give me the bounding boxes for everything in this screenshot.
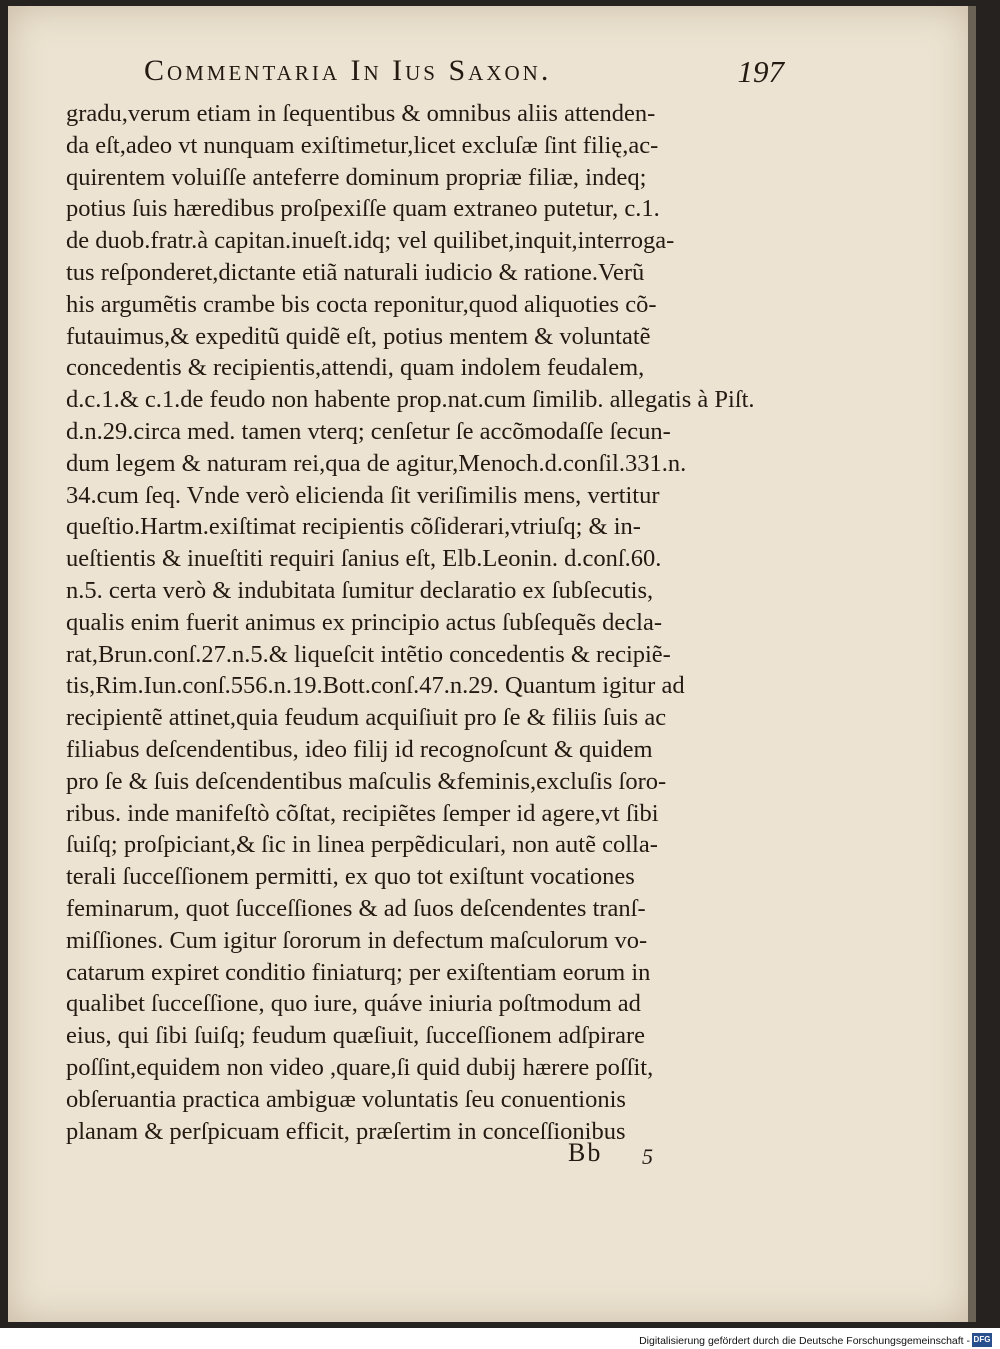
text-line: tis,Rim.Iun.conſ.556.n.19.Bott.conſ.47.n.29. Quantum igitur ad	[66, 672, 685, 700]
text-line: qualis enim fuerit animus ex principio actus ſubſequẽs decla-	[66, 608, 662, 636]
text-line: planam & perſpicuam efficit, præſertim in conceſſionibus	[66, 1117, 626, 1145]
text-line: eius, qui ſibi ſuiſq; feudum quæſiuit, ſucceſſionem adſpirare	[66, 1022, 646, 1050]
page-header	[144, 54, 784, 94]
text-line: catarum expiret conditio finiaturq; per exiſtentiam eorum in	[66, 958, 651, 986]
text-line: da eſt,adeo vt nunquam exiſtimetur,licet excluſæ ſint filię,ac-	[66, 131, 659, 159]
text-line: feminarum, quot ſucceſſiones & ad ſuos deſcendentes tranſ-	[66, 894, 646, 922]
body-text	[66, 98, 786, 1147]
text-line: n.5. certa verò & indubitata ſumitur declaratio ex ſubſecutis,	[66, 576, 654, 604]
page-edge	[968, 6, 976, 1322]
signature-mark: Bb	[568, 1138, 603, 1167]
dfg-credit: Digitalisierung gefördert durch die Deutsche Forschungsgemeinschaft -	[639, 1335, 970, 1347]
text-line: gradu,verum etiam in ſequentibus & omnibus aliis attenden-	[66, 100, 656, 127]
text-line: rat,Brun.conſ.27.n.5.& liqueſcit intẽtio concedentis & recipiẽ-	[66, 640, 671, 668]
text-line: dum legem & naturam rei,qua de agitur,Menoch.d.conſil.331.n.	[66, 449, 687, 477]
text-line: miſſiones. Cum igitur ſororum in defectum maſculorum vo-	[66, 926, 648, 954]
text-line: 34.cum ſeq. Vnde verò elicienda ſit veriſimilis mens, vertitur	[66, 481, 660, 509]
text-line: tus reſponderet,dictante etiã naturali iudicio & ratione.Verũ	[66, 258, 645, 286]
text-line: futauimus,& expeditũ quidẽ eſt, potius mentem & voluntatẽ	[66, 322, 651, 350]
text-line: recipientẽ attinet,quia feudum acquiſiuit pro ſe & filiis ſuis ac	[66, 704, 667, 732]
text-line: potius ſuis hæredibus proſpexiſſe quam extraneo putetur, c.1.	[66, 195, 660, 223]
text-line: ſuiſq; proſpiciant,& ſic in linea perpẽdiculari, non autẽ colla-	[66, 831, 658, 859]
page-number: 197	[737, 54, 784, 89]
running-title: Commentaria In Ius Saxon.	[144, 54, 552, 87]
text-line: obſeruantia practica ambiguæ voluntatis ſeu conuentionis	[66, 1085, 626, 1113]
text-line: qualibet ſucceſſione, quo iure, quáve iniuria poſtmodum ad	[66, 990, 641, 1018]
page-footer	[568, 1138, 788, 1178]
dfg-logo-icon: DFG	[972, 1333, 992, 1347]
text-line: concedentis & recipientis,attendi, quam indolem feudalem,	[66, 354, 645, 382]
text-line: queſtio.Hartm.exiſtimat recipientis cõſiderari,vtriuſq; & in-	[66, 513, 641, 541]
text-line: d.c.1.& c.1.de feudo non habente prop.nat.cum ſimilib. allegatis à Piſt.	[66, 386, 755, 414]
signature-number: 5	[642, 1144, 653, 1169]
text-line: his argumẽtis crambe bis cocta reponitur,quod aliquoties cõ-	[66, 290, 657, 318]
text-line: pro ſe & ſuis deſcendentibus maſculis &feminis,excluſis ſoro-	[66, 767, 667, 795]
book-page	[8, 6, 970, 1322]
text-line: filiabus deſcendentibus, ideo filij id recognoſcunt & quidem	[66, 735, 653, 763]
text-line: d.n.29.circa med. tamen vterq; cenſetur ſe accõmodaſſe ſecun-	[66, 417, 671, 445]
text-line: de duob.fratr.à capitan.inueſt.idq; vel quilibet,inquit,interroga-	[66, 227, 675, 255]
text-line: poſſint,equidem non video ,quare,ſi quid dubij hærere poſſit,	[66, 1053, 654, 1081]
text-line: quirentem voluiſſe anteferre dominum propriæ filiæ, indeq;	[66, 163, 647, 191]
text-line: ribus. inde manifeſtò cõſtat, recipiẽtes ſemper id agere,vt ſibi	[66, 799, 659, 827]
text-line: terali ſucceſſionem permitti, ex quo tot exiſtunt vocationes	[66, 863, 635, 891]
text-line: ueſtientis & inueſtiti requiri ſanius eſt, Elb.Leonin. d.conſ.60.	[66, 545, 662, 573]
